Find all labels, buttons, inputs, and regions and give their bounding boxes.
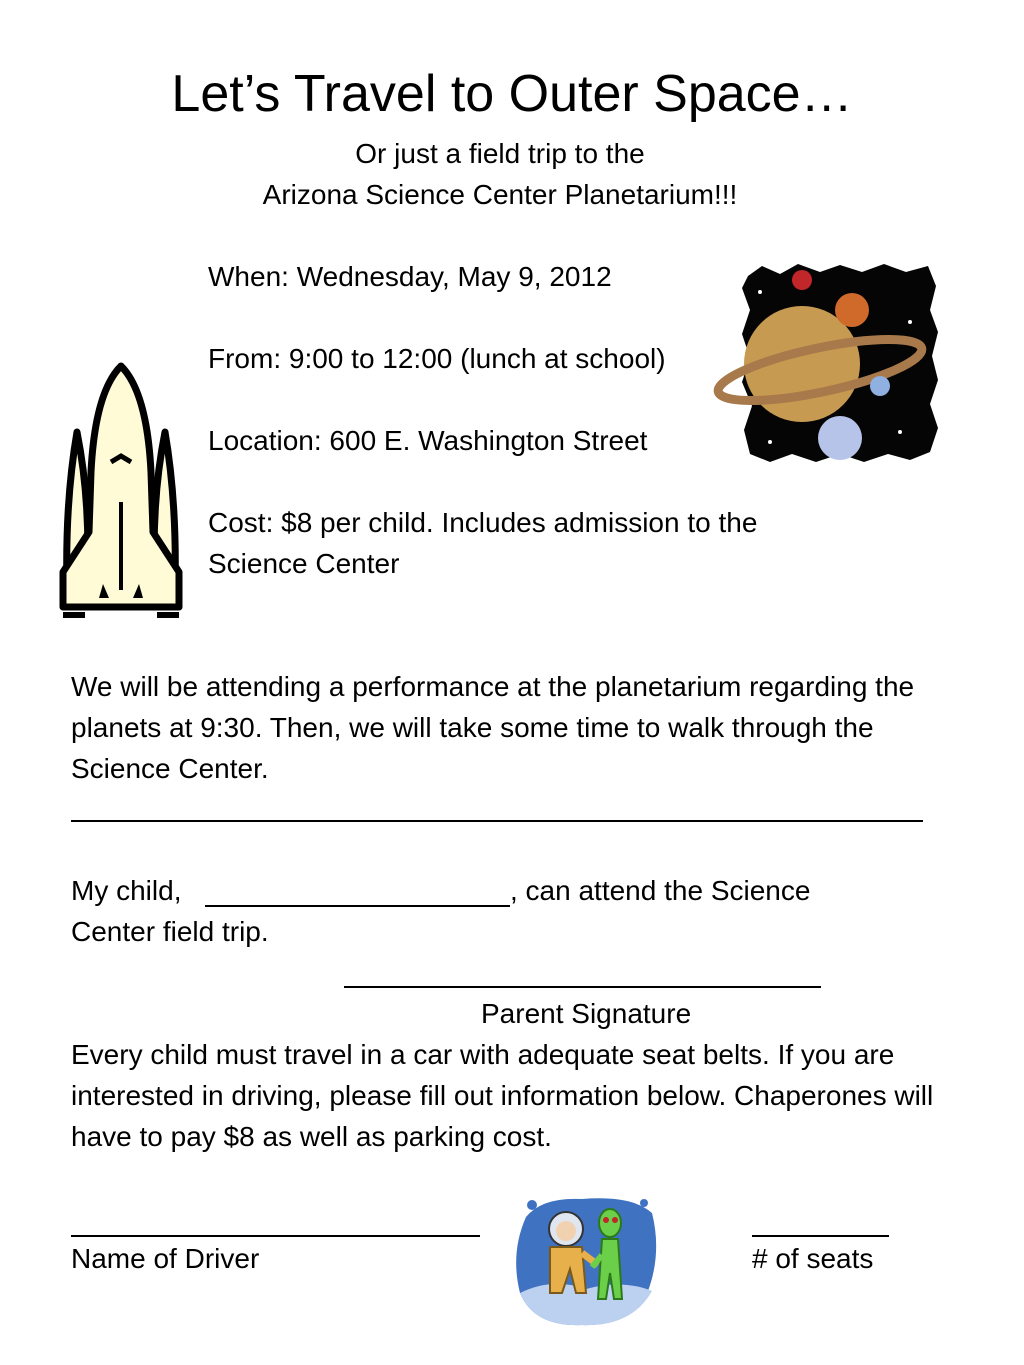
cost-detail-continued: Science Center bbox=[208, 548, 400, 579]
permission-prefix: My child, bbox=[71, 875, 182, 906]
when-detail: When: Wednesday, May 9, 2012 bbox=[208, 261, 612, 292]
description-paragraph: We will be attending a performance at the planetarium regarding the planets at 9:30. Then, we will take some time to walk through the Science Center. bbox=[71, 671, 915, 784]
page-title: Let’s Travel to Outer Space… bbox=[171, 65, 853, 123]
permission-line-2: Center field trip. bbox=[71, 916, 269, 947]
seats-blank[interactable] bbox=[752, 1235, 889, 1237]
divider-line bbox=[71, 820, 923, 822]
seats-label: # of seats bbox=[752, 1243, 874, 1274]
planets-icon bbox=[740, 262, 940, 466]
driving-note-paragraph: Every child must travel in a car with adequate seat belts. If you are interested in driving, please fill out information below. Chaperones will have to pay $8 as well as parking cost. bbox=[71, 1039, 934, 1152]
driver-name-blank[interactable] bbox=[71, 1235, 480, 1237]
subtitle-line-2: Arizona Science Center Planetarium!!! bbox=[262, 179, 738, 210]
astronaut-alien-icon bbox=[512, 1193, 660, 1331]
permission-suffix: , can attend the Science bbox=[510, 875, 811, 906]
location-detail: Location: 600 E. Washington Street bbox=[208, 425, 648, 456]
space-shuttle-icon bbox=[55, 362, 187, 624]
parent-signature-blank[interactable] bbox=[344, 986, 821, 988]
cost-detail: Cost: $8 per child. Includes admission to the bbox=[208, 507, 758, 538]
child-name-blank[interactable] bbox=[205, 905, 510, 907]
driver-name-label: Name of Driver bbox=[71, 1243, 260, 1274]
from-detail: From: 9:00 to 12:00 (lunch at school) bbox=[208, 343, 666, 374]
subtitle-line-1: Or just a field trip to the bbox=[355, 138, 645, 169]
parent-signature-label: Parent Signature bbox=[481, 998, 692, 1029]
